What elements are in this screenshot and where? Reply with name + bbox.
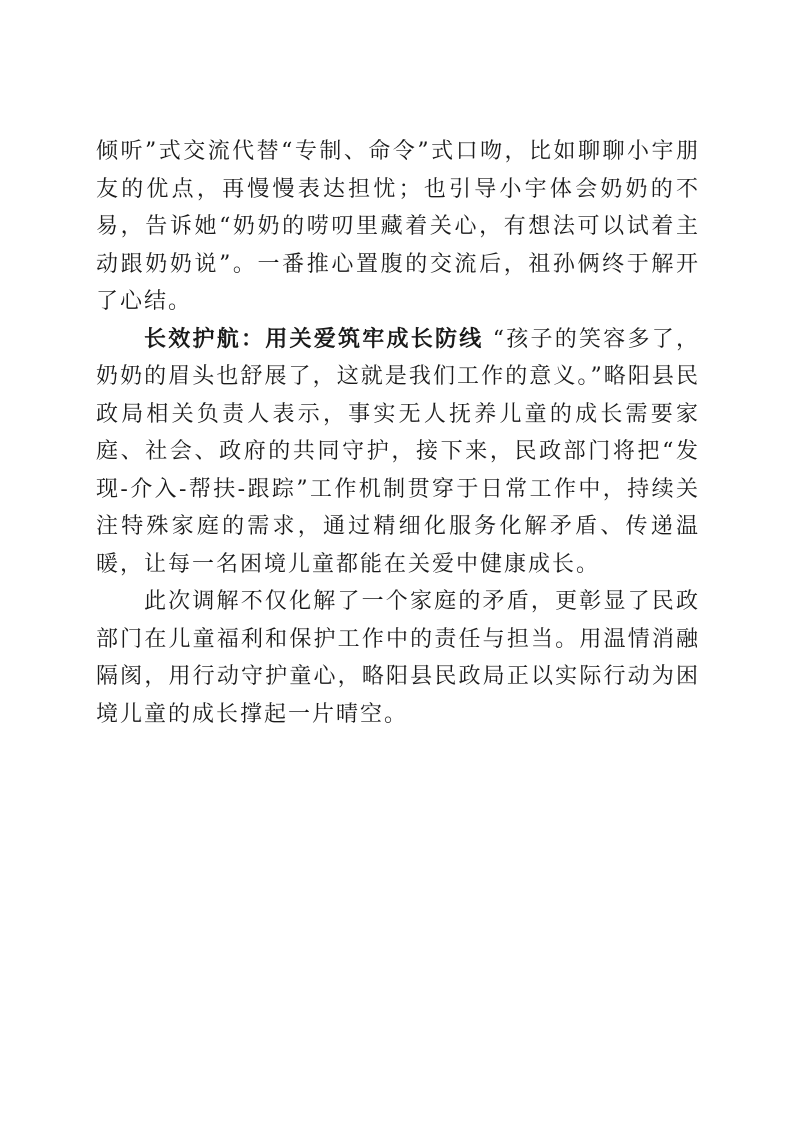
paragraph-conclusion: 此次调解不仅化解了一个家庭的矛盾，更彰显了民政部门在儿童福利和保护工作中的责任与担当。用温情消融隔阂，用行动守护童心，略阳县民政局正以实际行动为困境儿童的成长撑起一片晴空。 (96, 589, 700, 727)
document-body (96, 133, 700, 733)
paragraph-long-term-protection (96, 321, 700, 584)
section-heading: 长效护航：用关爱筑牢成长防线 (144, 326, 484, 352)
paragraph-text: “孩子的笑容多了，奶奶的眉头也舒展了，这就是我们工作的意义。”略阳县民政局相关负责人表示，事实无人抚养儿童的成长需要家庭、社会、政府的共同守护，接下来，民政部门将把“发现-介入-帮扶-跟踪”工作机制贯穿于日常工作中，持续关注特殊家庭的需求，通过精细化服务化解矛盾、传递温暖，让每一名困境儿童都能在关爱中健康成长。 (96, 326, 700, 577)
paragraph-continuation: 倾听”式交流代替“专制、命令”式口吻，比如聊聊小宇朋友的优点，再慢慢表达担忧；也引导小宇体会奶奶的不易，告诉她“奶奶的唠叨里藏着关心，有想法可以试着主动跟奶奶说”。一番推心置腹的交流后，祖孙俩终于解开了心结。 (96, 139, 700, 314)
